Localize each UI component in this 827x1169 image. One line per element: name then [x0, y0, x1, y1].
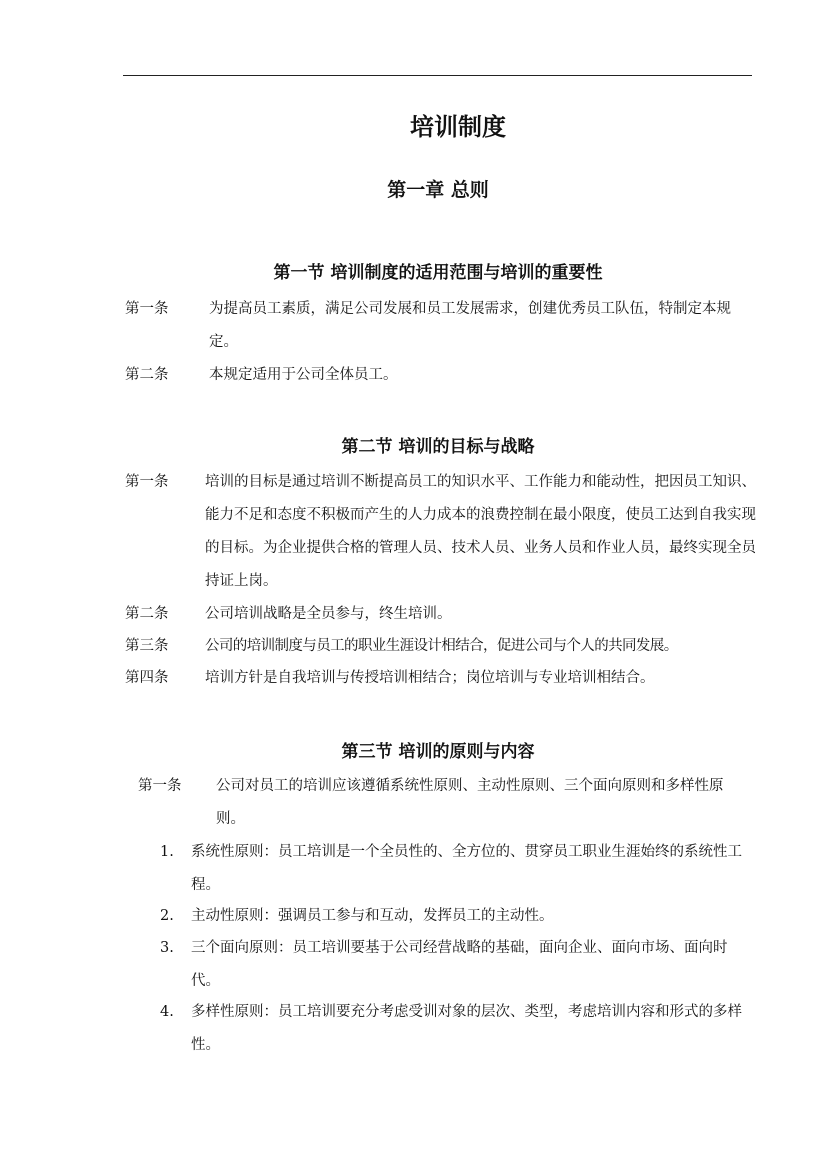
article-label: 第三条 — [125, 638, 169, 654]
article-label: 第四条 — [125, 670, 169, 686]
article-text: 培训方针是自我培训与传授培训相结合；岗位培训与专业培训相结合。 — [205, 670, 655, 686]
principle-number: 1. — [160, 844, 174, 860]
article-text: 公司对员工的培训应该遵循系统性原则、主动性原则、三个面向原则和多样性原则。 — [216, 778, 724, 827]
principle-item-4 — [160, 996, 752, 1062]
header-rule — [123, 75, 752, 76]
article-label: 第一条 — [138, 778, 182, 794]
section-2-article-1 — [125, 466, 757, 598]
article-text: 为提高员工素质，满足公司发展和员工发展需求，创建优秀员工队伍，特制定本规定。 — [209, 301, 731, 350]
chapter-heading: 第一章 总则 — [387, 179, 489, 201]
article-text: 本规定适用于公司全体员工。 — [209, 367, 398, 383]
principle-text: 系统性原则：员工培训是一个全员性的、全方位的、贯穿员工职业生涯始终的系统性工程。 — [191, 844, 742, 893]
section-1-article-2 — [125, 359, 752, 392]
article-text: 培训的目标是通过培训不断提高员工的知识水平、工作能力和能动性，把因员工知识、能力不足和态度不积极而产生的人力成本的浪费控制在最小限度，使员工达到自我实现的目标。为企业提供合格的管理人员、技术人员、业务人员和作业人员，最终实现全员持证上岗。 — [205, 474, 756, 589]
principle-item-2 — [160, 900, 752, 933]
section-2-heading: 第二节 培训的目标与战略 — [341, 437, 535, 457]
principle-number: 3. — [160, 940, 174, 956]
principle-text: 主动性原则：强调员工参与和互动，发挥员工的主动性。 — [191, 908, 554, 924]
section-2-article-2 — [125, 598, 757, 631]
section-1-heading: 第一节 培训制度的适用范围与培训的重要性 — [273, 263, 603, 283]
article-label: 第二条 — [125, 367, 169, 383]
section-3-heading: 第三节 培训的原则与内容 — [341, 742, 535, 762]
principle-number: 2. — [160, 908, 174, 924]
section-2-article-3 — [125, 630, 757, 663]
article-label: 第一条 — [125, 474, 169, 490]
principle-item-3 — [160, 932, 752, 998]
article-label: 第一条 — [125, 301, 169, 317]
principle-text: 三个面向原则：员工培训要基于公司经营战略的基础，面向企业、面向市场、面向时代。 — [191, 940, 728, 989]
document-title: 培训制度 — [410, 112, 506, 141]
article-text: 公司培训战略是全员参与，终生培训。 — [205, 606, 452, 622]
section-1-article-1 — [125, 293, 752, 359]
section-3-article-1 — [138, 770, 752, 836]
principle-number: 4. — [160, 1004, 174, 1020]
article-label: 第二条 — [125, 606, 169, 622]
principle-text: 多样性原则：员工培训要充分考虑受训对象的层次、类型，考虑培训内容和形式的多样性。 — [191, 1004, 742, 1053]
section-2-article-4 — [125, 662, 757, 695]
principle-item-1 — [160, 836, 752, 902]
article-text: 公司的培训制度与员工的职业生涯设计相结合，促进公司与个人的共同发展。 — [205, 638, 678, 654]
